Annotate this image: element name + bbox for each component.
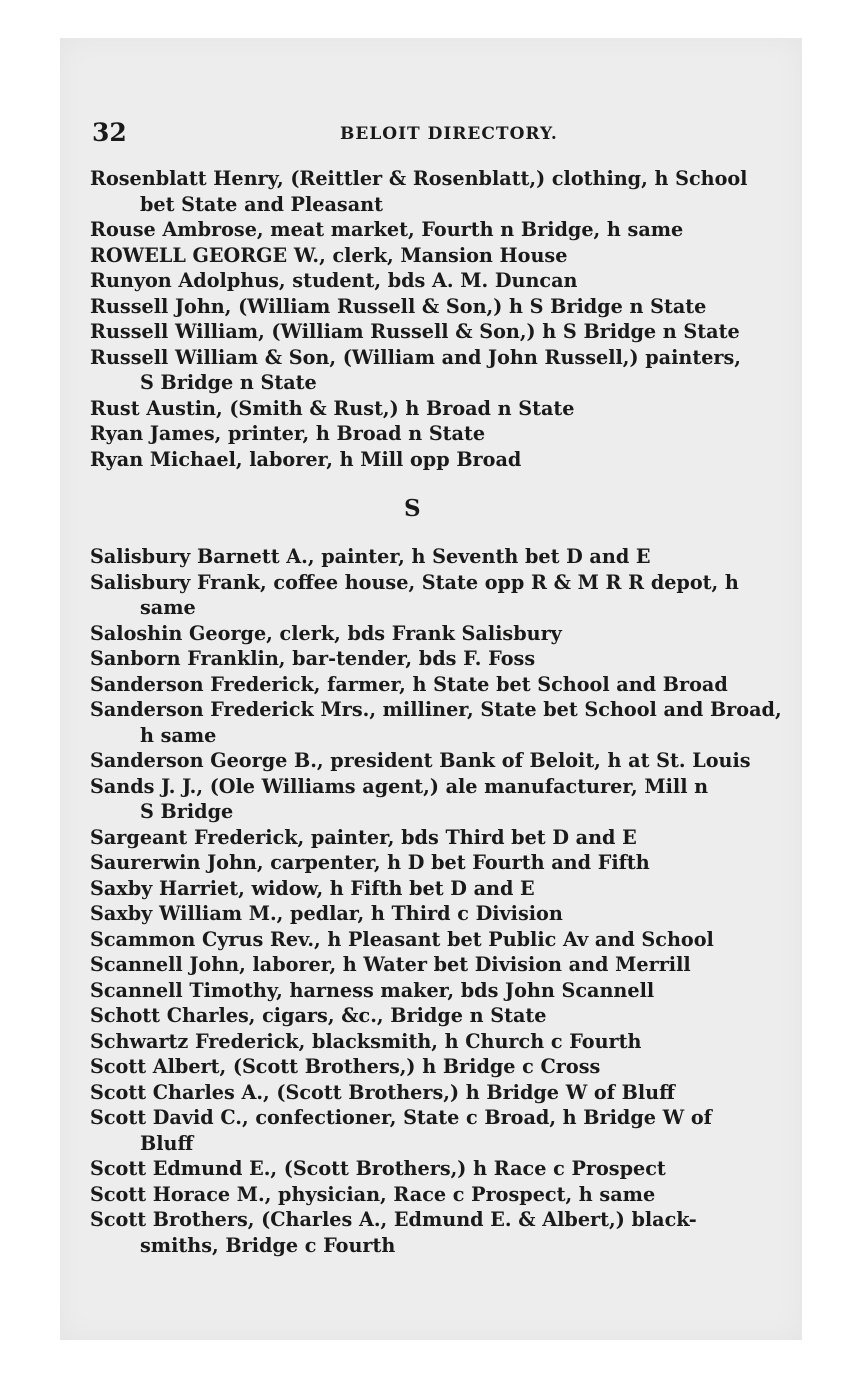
directory-entry bbox=[90, 345, 746, 396]
entry-line: Sands J. J., (Ole Williams agent,) ale manufacturer, Mill n bbox=[90, 774, 709, 798]
directory-entry bbox=[90, 166, 746, 217]
entry-line: Rouse Ambrose, meat market, Fourth n Bridge, h same bbox=[90, 218, 684, 241]
entry-line: Scott Edmund E., (Scott Brothers,) h Race c Prospect bbox=[90, 1157, 666, 1180]
directory-entry bbox=[90, 774, 746, 825]
directory-entry bbox=[90, 1207, 746, 1258]
directory-entry bbox=[90, 447, 746, 473]
entry-line: Salisbury Barnett A., painter, h Seventh bet D and E bbox=[90, 545, 651, 568]
entry-line: Rust Austin, (Smith & Rust,) h Broad n State bbox=[90, 396, 575, 420]
directory-entry bbox=[90, 927, 746, 953]
running-title: BELOIT DIRECTORY. bbox=[340, 124, 558, 144]
entry-line: Saloshin George, clerk, bds Frank Salisbury bbox=[90, 621, 562, 645]
entry-line: Scannell John, laborer, h Water bet Division and Merrill bbox=[90, 953, 691, 976]
directory-entry bbox=[90, 850, 746, 876]
entry-line: Scott David C., confectioner, State c Broad, h Bridge W of bbox=[90, 1106, 712, 1129]
entry-line: Russell John, (William Russell & Son,) h S Bridge n State bbox=[90, 294, 707, 318]
directory-entry bbox=[90, 217, 746, 243]
directory-entry bbox=[90, 319, 746, 345]
directory-entry bbox=[90, 672, 746, 698]
entry-line: Scott Charles A., (Scott Brothers,) h Bridge W of Bluff bbox=[90, 1080, 675, 1104]
entry-line: Ryan Michael, laborer, h Mill opp Broad bbox=[90, 447, 522, 471]
entry-continuation: S Bridge n State bbox=[140, 371, 317, 394]
entry-continuation: h same bbox=[140, 723, 217, 747]
entry-line: Sanderson Frederick Mrs., milliner, State bet School and Broad, bbox=[90, 698, 782, 721]
directory-entry bbox=[90, 396, 746, 422]
directory-entry bbox=[90, 876, 746, 902]
page-number: 32 bbox=[92, 118, 127, 147]
entry-line: Scott Albert, (Scott Brothers,) h Bridge c Cross bbox=[90, 1055, 601, 1078]
directory-entry bbox=[90, 1156, 746, 1182]
entry-line: Schott Charles, cigars, &c., Bridge n State bbox=[90, 1004, 547, 1027]
entry-continuation: bet State and Pleasant bbox=[140, 192, 383, 216]
entry-line: Scannell Timothy, harness maker, bds John Scannell bbox=[90, 978, 655, 1002]
directory-entry bbox=[90, 901, 746, 927]
entry-line: Russell William & Son, (William and John Russell,) painters, bbox=[90, 345, 741, 369]
directory-entry bbox=[90, 1182, 746, 1208]
directory-entry bbox=[90, 1029, 746, 1055]
entry-line: Scammon Cyrus Rev., h Pleasant bet Public Av and School bbox=[90, 927, 714, 951]
entry-line: Saxby Harriet, widow, h Fifth bet D and E bbox=[90, 876, 535, 900]
entry-line: Schwartz Frederick, blacksmith, h Church c Fourth bbox=[90, 1029, 642, 1053]
directory-entry bbox=[90, 825, 746, 851]
entry-line: ROWELL GEORGE W., clerk, Mansion House bbox=[90, 243, 568, 267]
entry-line: Sanderson Frederick, farmer, h State bet School and Broad bbox=[90, 672, 728, 696]
directory-entry bbox=[90, 952, 746, 978]
section-letter: S bbox=[404, 495, 421, 522]
entry-line: Sargeant Frederick, painter, bds Third bet D and E bbox=[90, 825, 637, 849]
entry-line: Runyon Adolphus, student, bds A. M. Duncan bbox=[90, 269, 578, 292]
entry-line: Scott Brothers, (Charles A., Edmund E. & Albert,) black- bbox=[90, 1208, 697, 1231]
entry-line: Salisbury Frank, coffee house, State opp R & M R R depot, h bbox=[90, 570, 739, 594]
entry-line: Russell William, (William Russell & Son,) h S Bridge n State bbox=[90, 320, 740, 343]
directory-entry bbox=[90, 1054, 746, 1080]
directory-entry bbox=[90, 748, 751, 774]
directory-entry bbox=[90, 243, 746, 269]
directory-entry bbox=[90, 621, 746, 647]
directory-entries bbox=[60, 38, 802, 1340]
directory-entry bbox=[90, 570, 746, 621]
directory-entry bbox=[90, 1080, 746, 1106]
entry-line: Saurerwin John, carpenter, h D bet Fourth and Fifth bbox=[90, 851, 650, 874]
directory-entry bbox=[90, 1003, 746, 1029]
entry-continuation: smiths, Bridge c Fourth bbox=[140, 1233, 396, 1257]
directory-entry bbox=[90, 697, 782, 748]
entry-continuation: same bbox=[140, 596, 196, 619]
directory-entry bbox=[90, 1105, 746, 1156]
directory-entry bbox=[90, 421, 746, 447]
directory-entry bbox=[90, 646, 746, 672]
entry-line: Saxby William M., pedlar, h Third c Division bbox=[90, 902, 563, 925]
entry-line: Scott Horace M., physician, Race c Prospect, h same bbox=[90, 1182, 656, 1206]
entry-line: Rosenblatt Henry, (Reittler & Rosenblatt,) clothing, h School bbox=[90, 167, 748, 190]
directory-entry bbox=[90, 294, 746, 320]
directory-page bbox=[60, 38, 802, 1340]
directory-entry bbox=[90, 978, 746, 1004]
entry-line: Sanderson George B., president Bank of Beloit, h at St. Louis bbox=[90, 749, 751, 772]
entry-line: Ryan James, printer, h Broad n State bbox=[90, 422, 486, 445]
entry-continuation: S Bridge bbox=[140, 800, 234, 823]
directory-entry bbox=[90, 268, 746, 294]
entry-line: Sanborn Franklin, bar-tender, bds F. Foss bbox=[90, 647, 536, 670]
directory-entry bbox=[90, 544, 746, 570]
entry-continuation: Bluff bbox=[140, 1131, 194, 1155]
